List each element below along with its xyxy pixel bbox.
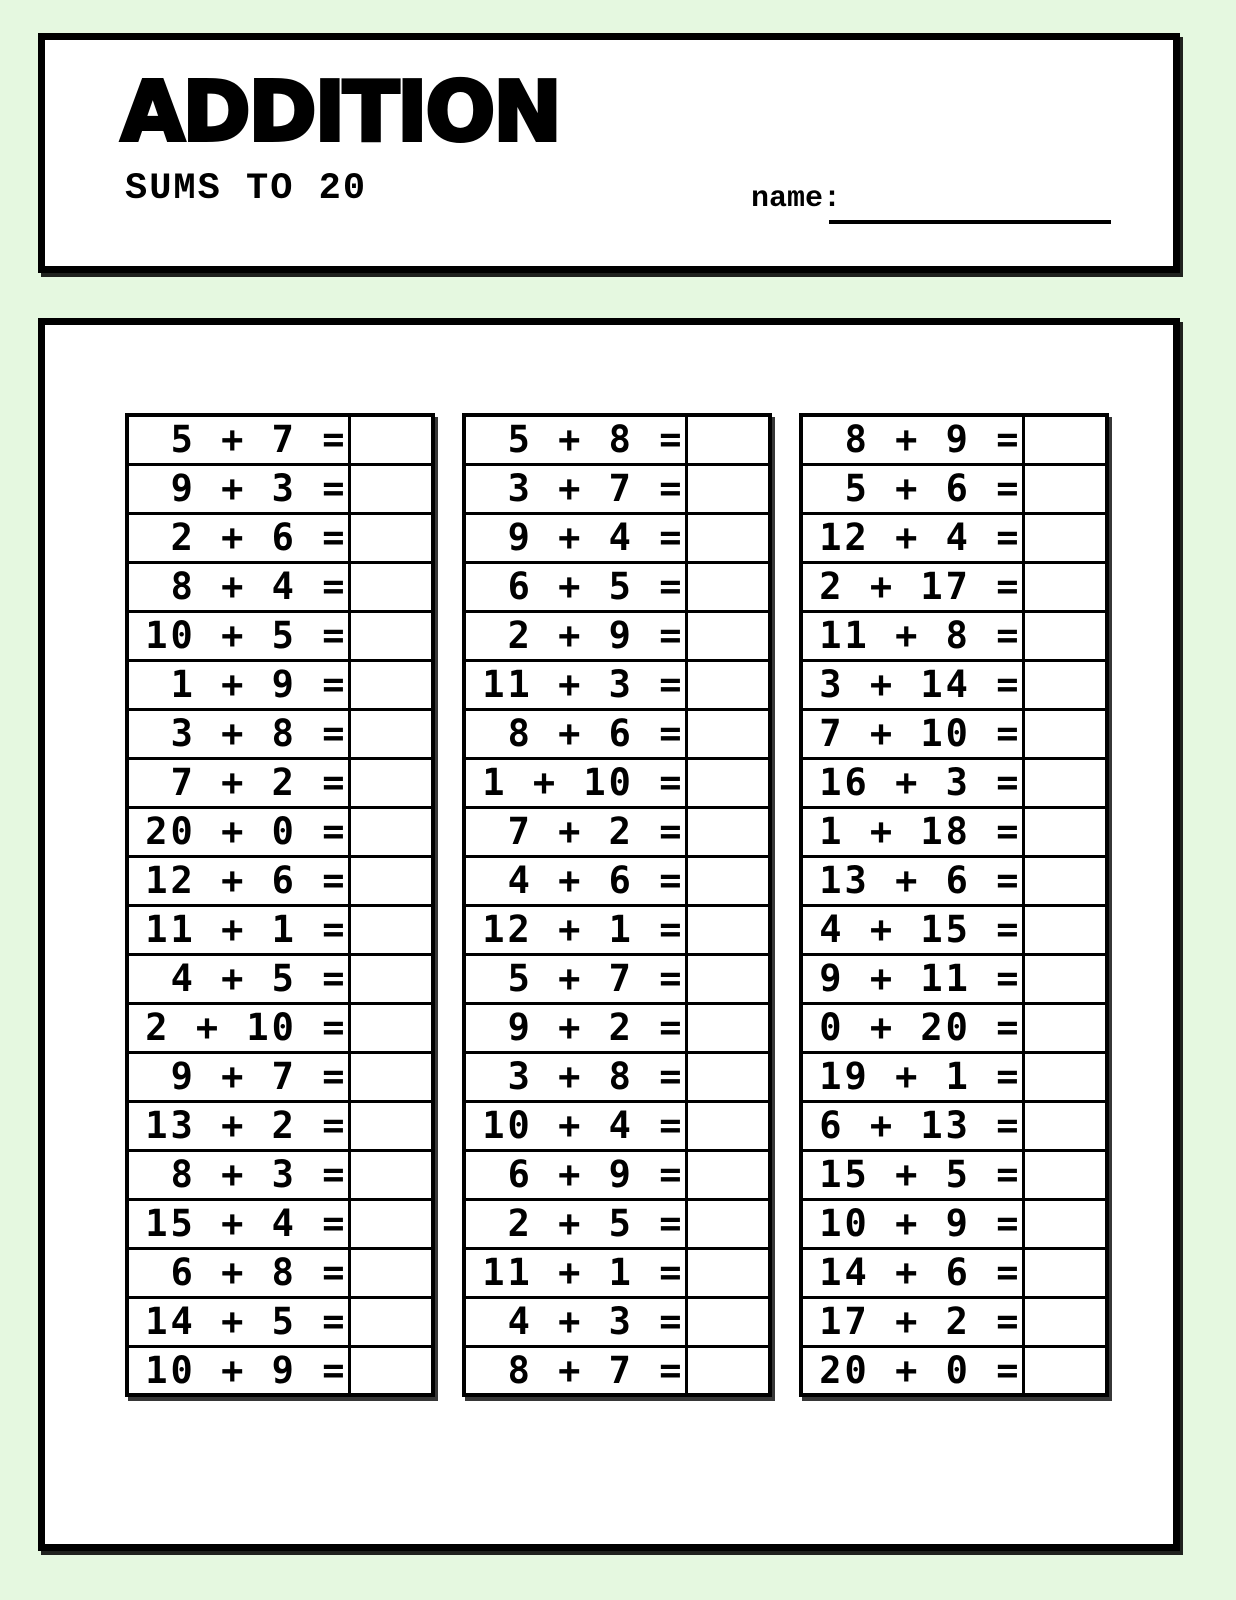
answer-cell[interactable] bbox=[686, 1150, 770, 1199]
answer-cell[interactable] bbox=[349, 415, 433, 464]
problem-row bbox=[464, 1150, 770, 1199]
problem-cell: 1 + 10 = bbox=[464, 758, 686, 807]
answer-cell[interactable] bbox=[349, 758, 433, 807]
problem-row bbox=[801, 1150, 1107, 1199]
problem-cell: 15 + 5 = bbox=[801, 1150, 1023, 1199]
answer-cell[interactable] bbox=[1023, 415, 1107, 464]
problem-cell: 9 + 11 = bbox=[801, 954, 1023, 1003]
answer-cell[interactable] bbox=[1023, 464, 1107, 513]
problem-row bbox=[127, 513, 433, 562]
problem-row bbox=[127, 1248, 433, 1297]
problem-cell: 12 + 4 = bbox=[801, 513, 1023, 562]
answer-cell[interactable] bbox=[686, 1248, 770, 1297]
problem-cell: 16 + 3 = bbox=[801, 758, 1023, 807]
header-box bbox=[38, 33, 1180, 273]
answer-cell[interactable] bbox=[686, 905, 770, 954]
problem-row bbox=[801, 513, 1107, 562]
problem-cell: 1 + 18 = bbox=[801, 807, 1023, 856]
problem-cell: 8 + 3 = bbox=[127, 1150, 349, 1199]
problem-row bbox=[801, 1297, 1107, 1346]
problem-cell: 3 + 14 = bbox=[801, 660, 1023, 709]
problem-cell: 7 + 2 = bbox=[464, 807, 686, 856]
problem-cell: 2 + 10 = bbox=[127, 1003, 349, 1052]
problem-cell: 3 + 8 = bbox=[127, 709, 349, 758]
problem-row bbox=[801, 1052, 1107, 1101]
answer-cell[interactable] bbox=[686, 1297, 770, 1346]
problem-cell: 9 + 3 = bbox=[127, 464, 349, 513]
problem-cell: 2 + 5 = bbox=[464, 1199, 686, 1248]
problem-cell: 12 + 6 = bbox=[127, 856, 349, 905]
problem-row bbox=[801, 611, 1107, 660]
problem-row bbox=[801, 709, 1107, 758]
problem-cell: 5 + 8 = bbox=[464, 415, 686, 464]
problem-row bbox=[127, 562, 433, 611]
problem-row bbox=[801, 856, 1107, 905]
problem-row bbox=[801, 464, 1107, 513]
answer-cell[interactable] bbox=[686, 807, 770, 856]
problem-row bbox=[127, 611, 433, 660]
answer-cell[interactable] bbox=[1023, 513, 1107, 562]
problem-row bbox=[464, 513, 770, 562]
problem-cell: 2 + 9 = bbox=[464, 611, 686, 660]
problem-row bbox=[464, 660, 770, 709]
answer-cell[interactable] bbox=[349, 660, 433, 709]
problem-row bbox=[127, 464, 433, 513]
problem-row bbox=[464, 709, 770, 758]
problem-cell: 14 + 5 = bbox=[127, 1297, 349, 1346]
problem-cell: 6 + 13 = bbox=[801, 1101, 1023, 1150]
name-label: name: bbox=[751, 182, 842, 216]
problem-cell: 11 + 8 = bbox=[801, 611, 1023, 660]
problems-table-1 bbox=[125, 413, 435, 1397]
problem-row bbox=[464, 562, 770, 611]
answer-cell[interactable] bbox=[1023, 1052, 1107, 1101]
answer-cell[interactable] bbox=[349, 1199, 433, 1248]
problem-cell: 8 + 6 = bbox=[464, 709, 686, 758]
problem-row bbox=[464, 954, 770, 1003]
problem-row bbox=[801, 1199, 1107, 1248]
problem-cell: 3 + 8 = bbox=[464, 1052, 686, 1101]
problem-row bbox=[127, 905, 433, 954]
answer-cell[interactable] bbox=[349, 464, 433, 513]
problem-row bbox=[801, 758, 1107, 807]
problem-row bbox=[801, 415, 1107, 464]
problem-cell: 8 + 9 = bbox=[801, 415, 1023, 464]
answer-cell[interactable] bbox=[1023, 1248, 1107, 1297]
answer-cell[interactable] bbox=[1023, 1199, 1107, 1248]
answer-cell[interactable] bbox=[686, 709, 770, 758]
problem-cell: 12 + 1 = bbox=[464, 905, 686, 954]
problem-row bbox=[127, 709, 433, 758]
problem-row bbox=[464, 415, 770, 464]
problem-row bbox=[464, 758, 770, 807]
problem-cell: 4 + 5 = bbox=[127, 954, 349, 1003]
problem-row bbox=[801, 1346, 1107, 1395]
answer-cell[interactable] bbox=[686, 660, 770, 709]
answer-cell[interactable] bbox=[686, 513, 770, 562]
problem-row bbox=[127, 1346, 433, 1395]
problem-cell: 2 + 6 = bbox=[127, 513, 349, 562]
answer-cell[interactable] bbox=[686, 415, 770, 464]
problem-cell: 10 + 9 = bbox=[801, 1199, 1023, 1248]
answer-cell[interactable] bbox=[686, 1346, 770, 1395]
answer-cell[interactable] bbox=[349, 513, 433, 562]
problem-row bbox=[127, 1150, 433, 1199]
problem-cell: 11 + 1 = bbox=[127, 905, 349, 954]
problem-row bbox=[464, 1003, 770, 1052]
name-input-line[interactable] bbox=[829, 220, 1111, 224]
answer-cell[interactable] bbox=[349, 807, 433, 856]
answer-cell[interactable] bbox=[1023, 807, 1107, 856]
problem-row bbox=[464, 1052, 770, 1101]
problem-cell: 15 + 4 = bbox=[127, 1199, 349, 1248]
answer-cell[interactable] bbox=[349, 905, 433, 954]
problem-cell: 9 + 2 = bbox=[464, 1003, 686, 1052]
answer-cell[interactable] bbox=[1023, 856, 1107, 905]
problem-row bbox=[127, 807, 433, 856]
answer-cell[interactable] bbox=[349, 1297, 433, 1346]
problem-row bbox=[127, 954, 433, 1003]
problem-row bbox=[127, 415, 433, 464]
answer-cell[interactable] bbox=[349, 709, 433, 758]
problem-row bbox=[801, 954, 1107, 1003]
answer-cell[interactable] bbox=[349, 611, 433, 660]
problem-cell: 8 + 4 = bbox=[127, 562, 349, 611]
problem-cell: 6 + 5 = bbox=[464, 562, 686, 611]
problem-cell: 9 + 4 = bbox=[464, 513, 686, 562]
problem-cell: 4 + 3 = bbox=[464, 1297, 686, 1346]
problem-cell: 11 + 3 = bbox=[464, 660, 686, 709]
answer-cell[interactable] bbox=[686, 1003, 770, 1052]
answer-cell[interactable] bbox=[349, 1003, 433, 1052]
problem-row bbox=[464, 856, 770, 905]
problem-row bbox=[127, 758, 433, 807]
answer-cell[interactable] bbox=[686, 562, 770, 611]
problem-row bbox=[801, 807, 1107, 856]
answer-cell[interactable] bbox=[686, 856, 770, 905]
problem-cell: 6 + 8 = bbox=[127, 1248, 349, 1297]
answer-cell[interactable] bbox=[1023, 709, 1107, 758]
answer-cell[interactable] bbox=[349, 954, 433, 1003]
problem-cell: 4 + 15 = bbox=[801, 905, 1023, 954]
answer-cell[interactable] bbox=[686, 1199, 770, 1248]
problem-row bbox=[801, 660, 1107, 709]
problem-cell: 20 + 0 = bbox=[801, 1346, 1023, 1395]
answer-cell[interactable] bbox=[1023, 905, 1107, 954]
problem-row bbox=[801, 905, 1107, 954]
problems-table-3 bbox=[799, 413, 1109, 1397]
problem-row bbox=[127, 1101, 433, 1150]
problem-cell: 2 + 17 = bbox=[801, 562, 1023, 611]
answer-cell[interactable] bbox=[1023, 1297, 1107, 1346]
problem-row bbox=[801, 1003, 1107, 1052]
problem-cell: 1 + 9 = bbox=[127, 660, 349, 709]
problem-cell: 10 + 9 = bbox=[127, 1346, 349, 1395]
answer-cell[interactable] bbox=[686, 758, 770, 807]
problem-row bbox=[464, 1346, 770, 1395]
problem-cell: 6 + 9 = bbox=[464, 1150, 686, 1199]
problem-row bbox=[464, 1297, 770, 1346]
problem-row bbox=[464, 1248, 770, 1297]
problem-cell: 9 + 7 = bbox=[127, 1052, 349, 1101]
answer-cell[interactable] bbox=[1023, 758, 1107, 807]
answer-cell[interactable] bbox=[1023, 562, 1107, 611]
problems-tables-area bbox=[45, 325, 1173, 1544]
problems-box bbox=[38, 318, 1180, 1551]
problem-row bbox=[464, 807, 770, 856]
answer-cell[interactable] bbox=[349, 1150, 433, 1199]
problem-cell: 7 + 2 = bbox=[127, 758, 349, 807]
problem-cell: 13 + 2 = bbox=[127, 1101, 349, 1150]
problem-row bbox=[127, 1003, 433, 1052]
answer-cell[interactable] bbox=[686, 1101, 770, 1150]
problem-cell: 11 + 1 = bbox=[464, 1248, 686, 1297]
problem-row bbox=[127, 1052, 433, 1101]
problem-cell: 5 + 7 = bbox=[464, 954, 686, 1003]
problem-cell: 13 + 6 = bbox=[801, 856, 1023, 905]
problem-cell: 19 + 1 = bbox=[801, 1052, 1023, 1101]
answer-cell[interactable] bbox=[686, 611, 770, 660]
problem-row bbox=[127, 1297, 433, 1346]
problem-row bbox=[127, 660, 433, 709]
problem-cell: 3 + 7 = bbox=[464, 464, 686, 513]
name-row bbox=[751, 180, 1161, 240]
answer-cell[interactable] bbox=[349, 1346, 433, 1395]
problem-cell: 4 + 6 = bbox=[464, 856, 686, 905]
answer-cell[interactable] bbox=[349, 856, 433, 905]
answer-cell[interactable] bbox=[686, 464, 770, 513]
problem-cell: 17 + 2 = bbox=[801, 1297, 1023, 1346]
problem-cell: 10 + 5 = bbox=[127, 611, 349, 660]
problem-row bbox=[464, 464, 770, 513]
answer-cell[interactable] bbox=[1023, 1346, 1107, 1395]
problem-cell: 5 + 6 = bbox=[801, 464, 1023, 513]
problem-row bbox=[801, 1248, 1107, 1297]
worksheet-title: ADDITION bbox=[121, 65, 560, 160]
answer-cell[interactable] bbox=[686, 1052, 770, 1101]
problem-row bbox=[464, 611, 770, 660]
answer-cell[interactable] bbox=[1023, 1003, 1107, 1052]
worksheet-subtitle: SUMS TO 20 bbox=[125, 168, 368, 210]
problem-row bbox=[127, 1199, 433, 1248]
answer-cell[interactable] bbox=[1023, 1150, 1107, 1199]
answer-cell[interactable] bbox=[349, 562, 433, 611]
problem-cell: 20 + 0 = bbox=[127, 807, 349, 856]
problem-cell: 7 + 10 = bbox=[801, 709, 1023, 758]
problem-row bbox=[801, 1101, 1107, 1150]
problem-cell: 14 + 6 = bbox=[801, 1248, 1023, 1297]
answer-cell[interactable] bbox=[1023, 954, 1107, 1003]
answer-cell[interactable] bbox=[349, 1101, 433, 1150]
problem-cell: 10 + 4 = bbox=[464, 1101, 686, 1150]
problem-row bbox=[464, 905, 770, 954]
answer-cell[interactable] bbox=[349, 1248, 433, 1297]
problem-row bbox=[127, 856, 433, 905]
answer-cell[interactable] bbox=[1023, 660, 1107, 709]
problem-cell: 8 + 7 = bbox=[464, 1346, 686, 1395]
answer-cell[interactable] bbox=[1023, 1101, 1107, 1150]
problem-cell: 0 + 20 = bbox=[801, 1003, 1023, 1052]
problem-row bbox=[801, 562, 1107, 611]
problem-row bbox=[464, 1101, 770, 1150]
answer-cell[interactable] bbox=[686, 954, 770, 1003]
problems-table-2 bbox=[462, 413, 772, 1397]
answer-cell[interactable] bbox=[1023, 611, 1107, 660]
problem-cell: 5 + 7 = bbox=[127, 415, 349, 464]
problem-row bbox=[464, 1199, 770, 1248]
answer-cell[interactable] bbox=[349, 1052, 433, 1101]
